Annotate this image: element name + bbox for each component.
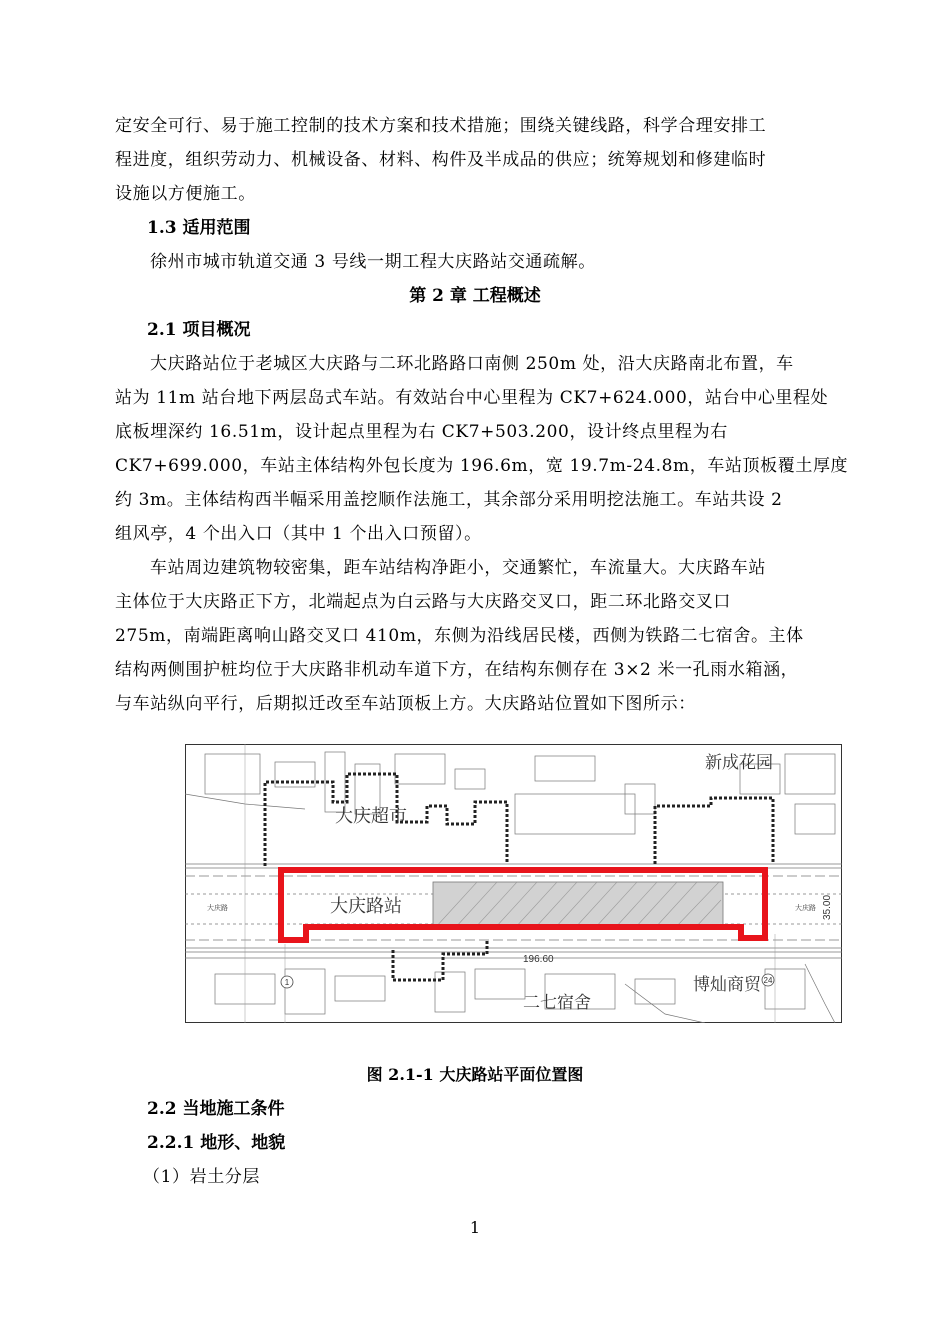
chapter-2-title: 第 2 章 工程概述 bbox=[409, 286, 541, 306]
label-length: 196.60 bbox=[523, 954, 554, 965]
intro-line-1: 定安全可行、易于施工控制的技术方案和技术措施；围绕关键线路，科学合理安排工 bbox=[115, 116, 767, 136]
para2-line-2: 主体位于大庆路正下方，北端起点为白云路与大庆路交叉口，距二环北路交叉口 bbox=[115, 592, 731, 612]
section-2-1-title: 2.1 项目概况 bbox=[147, 320, 251, 340]
label-station: 大庆路站 bbox=[330, 896, 402, 916]
para1-line-6: 组风亭，4 个出入口（其中 1 个出入口预留）。 bbox=[115, 524, 482, 544]
figure-caption: 图 2.1-1 大庆路站平面位置图 bbox=[366, 1065, 584, 1084]
para2-line-3: 275m，南端距离响山路交叉口 410m，东侧为沿线居民楼，西侧为铁路二七宿舍。主体 bbox=[115, 626, 804, 646]
section-2-2-1-title: 2.2.1 地形、地貌 bbox=[147, 1133, 286, 1153]
label-dorm: 二七宿舍 bbox=[523, 993, 591, 1012]
section-1-3-title: 1.3 适用范围 bbox=[147, 218, 251, 238]
label-road-left: 大庆路 bbox=[207, 905, 228, 912]
label-garden: 新成花园 bbox=[705, 753, 773, 772]
para1-line-4: CK7+699.000，车站主体结构外包长度为 196.6m，宽 19.7m-24.8m，车站顶板覆土厚度 bbox=[115, 456, 849, 476]
para1-line-2: 站为 11m 站台地下两层岛式车站。有效站台中心里程为 CK7+624.000，站台中心里程处 bbox=[115, 388, 829, 408]
axis-end: 24 bbox=[763, 976, 773, 985]
para2-line-5: 与车站纵向平行，后期拟迁改至车站顶板上方。大庆路站位置如下图所示： bbox=[115, 694, 696, 714]
label-market: 大庆超市 bbox=[335, 806, 407, 826]
label-trade: 博灿商贸 bbox=[693, 975, 761, 994]
intro-line-2: 程进度，组织劳动力、机械设备、材料、构件及半成品的供应；统筹规划和修建临时 bbox=[115, 150, 767, 170]
para1-line-1: 大庆路站位于老城区大庆路与二环北路路口南侧 250m 处，沿大庆路南北布置，车 bbox=[150, 354, 794, 374]
station-plan-figure bbox=[185, 744, 842, 1023]
list-item-rock-layers: （1）岩土分层 bbox=[143, 1167, 261, 1187]
para2-line-1: 车站周边建筑物较密集，距车站结构净距小，交通繁忙，车流量大。大庆路车站 bbox=[150, 558, 766, 578]
section-1-3-text: 徐州市城市轨道交通 3 号线一期工程大庆路站交通疏解。 bbox=[150, 252, 596, 272]
para1-line-3: 底板埋深约 16.51m，设计起点里程为右 CK7+503.200，设计终点里程为右 bbox=[115, 422, 728, 442]
label-width: 35.00 bbox=[822, 894, 833, 920]
section-2-2-title: 2.2 当地施工条件 bbox=[147, 1099, 285, 1119]
intro-line-3: 设施以方便施工。 bbox=[115, 184, 256, 204]
axis-start: 1 bbox=[284, 978, 290, 987]
para1-line-5: 约 3m。主体结构西半幅采用盖挖顺作法施工，其余部分采用明挖法施工。车站共设 2 bbox=[115, 490, 783, 510]
page-number: 1 bbox=[469, 1218, 481, 1237]
para2-line-4: 结构两侧围护桩均位于大庆路非机动车道下方，在结构东侧存在 3×2 米一孔雨水箱涵， bbox=[115, 660, 799, 680]
label-road-right: 大庆路 bbox=[795, 905, 816, 912]
